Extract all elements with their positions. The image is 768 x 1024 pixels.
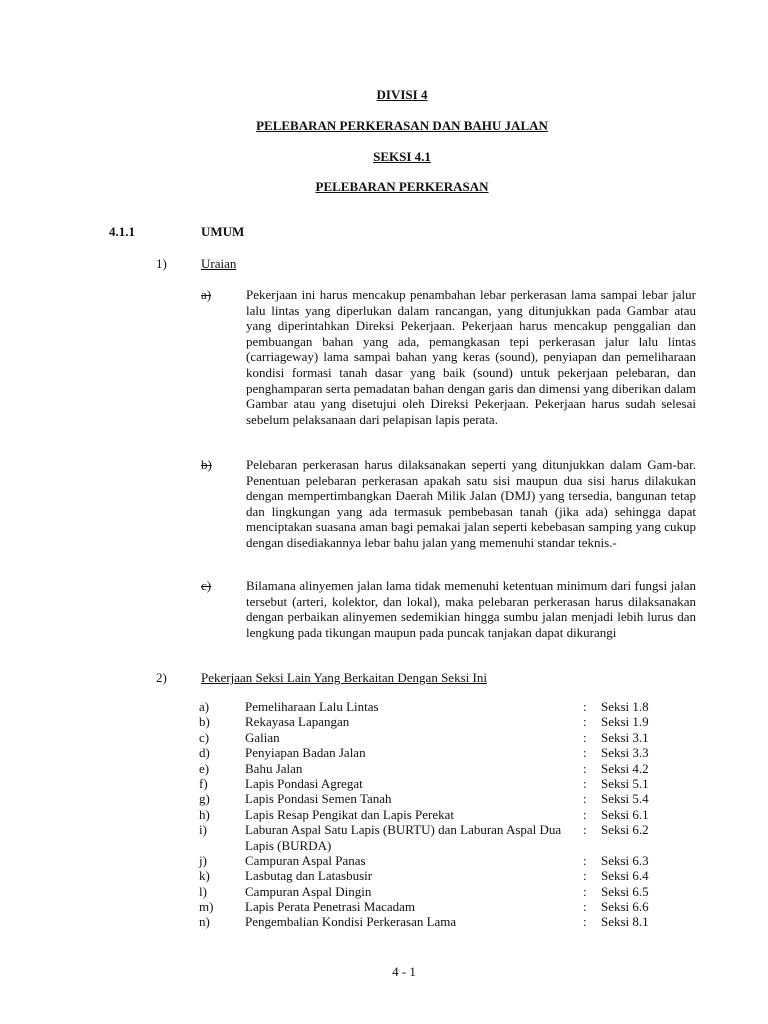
list-item (0, 807, 768, 822)
list-item-text: Laburan Aspal Satu Lapis (BURTU) dan Laburan Aspal Dua Lapis (BURDA) (245, 822, 562, 853)
paragraph-b-label: b) (201, 457, 212, 472)
list-item-colon: : (583, 914, 587, 930)
list-item-colon: : (583, 745, 587, 761)
list-item-ref: Seksi 8.1 (601, 914, 649, 930)
list-item-label: j) (199, 852, 207, 868)
list-item-colon: : (583, 868, 587, 884)
list-item-label: a) (199, 699, 210, 714)
list-item-ref: Seksi 3.1 (601, 729, 649, 745)
list-item-text: Pengembalian Kondisi Perkerasan Lama (245, 914, 457, 930)
list-item-text: Lasbutag dan Latasbusir (245, 868, 373, 884)
list-item-text: Rekayasa Lapangan (245, 714, 350, 730)
list-item-label: c) (199, 729, 210, 745)
list-item-ref: Seksi 4.2 (601, 760, 649, 776)
list-item-text: Pemeliharaan Lalu Lintas (245, 699, 379, 714)
list-item-label: d) (199, 745, 210, 761)
list-item-colon: : (583, 806, 587, 822)
list-item-text: Lapis Pondasi Semen Tanah (245, 791, 392, 807)
list-item-colon: : (583, 699, 587, 714)
page-number: 4 - 1 (392, 964, 416, 979)
subsection-2-number: 2) (156, 670, 167, 685)
list-item-colon: : (583, 883, 587, 899)
list-item-text: Lapis Perata Penetrasi Macadam (245, 899, 416, 915)
list-item-ref: Seksi 5.1 (601, 775, 649, 791)
paragraph-a-text: Pekerjaan ini harus mencakup penambahan lebar perkerasan lama sampai lebar jalur lalu lintas yang diperlukan dalam rancangan, yang ditunjukkan pada Gambar atau yang diperintahkan Direksi Pekerjaan. Pekerjaan harus mencakup penggalian dan pembuangan bahan yang ada, pemangkasan tepi perkerasan jalur lalu lintas (carriageway) lama sampai bahan yang keras (sound), penyiapan dan pemeliharaan kondisi formasi tanah dasar yang baik (sound) untuk pekerjaan pelebaran, dan penghamparan serta pemadatan bahan dengan garis dan dimensi yang diberikan dalam Gambar atau yang disetujui oleh Direksi Pekerjaan. Pekerjaan harus sudah selesai sebelum pelaksanaan dari pelapisan lapis perata. (246, 287, 696, 427)
subsection-2-title: Pekerjaan Seksi Lain Yang Berkaitan Dengan Seksi Ini (201, 670, 487, 685)
section-title: SEKSI 4.1 (373, 149, 431, 164)
list-item (0, 884, 768, 899)
list-item-ref: Seksi 6.5 (601, 883, 649, 899)
list-item (0, 730, 768, 745)
list-item (0, 853, 768, 868)
heading-number: 4.1.1 (109, 224, 135, 239)
list-item-colon: : (583, 899, 587, 915)
list-item-colon: : (583, 822, 587, 838)
list-item (0, 714, 768, 729)
division-title: DIVISI 4 (376, 87, 428, 102)
list-item (0, 899, 768, 914)
list-item-ref: Seksi 1.8 (601, 699, 649, 714)
list-item-text: Lapis Resap Pengikat dan Lapis Perekat (245, 806, 455, 822)
list-item (0, 822, 768, 853)
list-item (0, 868, 768, 883)
list-item-text: Campuran Aspal Panas (245, 852, 366, 868)
list-item-colon: : (583, 714, 587, 730)
list-item-text: Lapis Pondasi Agregat (245, 775, 363, 791)
list-item (0, 776, 768, 791)
subsection-1-title: Uraian (201, 256, 237, 271)
list-item (0, 745, 768, 760)
list-item-label: f) (199, 775, 208, 791)
list-item-label: g) (199, 791, 210, 807)
list-item-colon: : (583, 729, 587, 745)
list-item-label: h) (199, 806, 210, 822)
paragraph-c-label: c) (201, 578, 212, 593)
list-item (0, 791, 768, 806)
paragraph-b-text: Pelebaran perkerasan harus dilaksanakan seperti yang ditunjukkan dalam Gam-bar. Penentuan pelebaran perkerasan apakah satu sisi maupun dua sisi harus dilakukan dengan mempertimbangkan Daerah Milik Jalan (DMJ) yang tersedia, bangunan tetap dan lingkungan yang ada termasuk pembebasan tanah (jika ada) sehingga dapat menciptakan suasana aman bagi pemakai jalan seperti kebebasan samping yang cukup dengan disediakannya lebar bahu jalan yang memenuhi standar teknis.- (246, 457, 696, 550)
list-item-label: k) (199, 868, 210, 884)
list-item-colon: : (583, 852, 587, 868)
list-item-label: i) (199, 822, 207, 838)
list-item-ref: Seksi 6.3 (601, 852, 649, 868)
paragraph-c-text: Bilamana alinyemen jalan lama tidak memenuhi ketentuan minimum dari fungsi jalan tersebut (arteri, kolektor, dan lokal), maka pelebaran perkerasan harus dilaksanakan dengan perbaikan alinyemen sedemikian hingga sumbu jalan menjadi lebih lurus dan lengkung pada tikungan maupun pada puncak tanjakan dapat dikurangi (246, 578, 696, 640)
heading-text: UMUM (201, 224, 245, 239)
list-item-colon: : (583, 791, 587, 807)
related-sections-list (0, 699, 768, 930)
list-item-ref: Seksi 5.4 (601, 791, 649, 807)
list-item-label: e) (199, 760, 210, 776)
list-item-text: Bahu Jalan (245, 760, 303, 776)
list-item-text: Campuran Aspal Dingin (245, 883, 372, 899)
list-item-ref: Seksi 6.6 (601, 899, 649, 915)
list-item-label: l) (199, 883, 207, 899)
list-item-label: n) (199, 914, 210, 930)
division-subtitle: PELEBARAN PERKERASAN DAN BAHU JALAN (256, 118, 548, 133)
list-item-ref: Seksi 1.9 (601, 714, 649, 730)
list-item (0, 699, 768, 714)
list-item-ref: Seksi 6.4 (601, 868, 649, 884)
list-item (0, 914, 768, 929)
list-item-label: b) (199, 714, 210, 730)
subsection-1-number: 1) (156, 256, 167, 271)
list-item-colon: : (583, 760, 587, 776)
list-item-text: Galian (245, 729, 280, 745)
list-item-colon: : (583, 775, 587, 791)
section-subtitle: PELEBARAN PERKERASAN (315, 179, 489, 194)
list-item-ref: Seksi 6.2 (601, 822, 649, 838)
list-item-ref: Seksi 3.3 (601, 745, 649, 761)
paragraph-a-label: a) (201, 287, 212, 302)
list-item (0, 761, 768, 776)
list-item-label: m) (199, 899, 214, 915)
list-item-ref: Seksi 6.1 (601, 806, 649, 822)
list-item-text: Penyiapan Badan Jalan (245, 745, 366, 761)
